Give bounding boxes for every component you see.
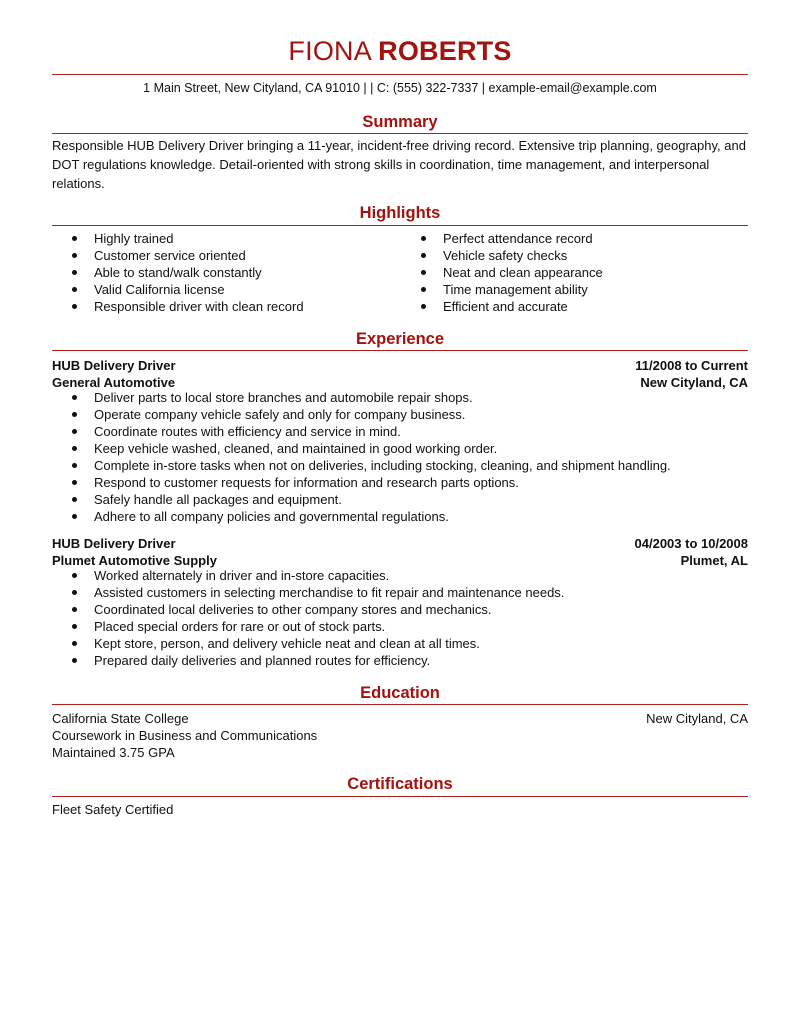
job-2-company: Plumet Automotive Supply — [52, 553, 217, 568]
list-item: Deliver parts to local store branches and automobile repair shops. — [52, 389, 748, 406]
list-item: Able to stand/walk constantly — [52, 264, 400, 281]
highlights-left-list — [52, 230, 400, 315]
list-item: Worked alternately in driver and in-store capacities. — [52, 567, 748, 584]
summary-heading: Summary — [362, 113, 438, 131]
list-item: Valid California license — [52, 281, 400, 298]
job-1-header — [52, 357, 748, 374]
first-name: FIONA — [288, 36, 371, 66]
job-2-bullets — [52, 567, 748, 669]
list-item: Kept store, person, and delivery vehicle neat and clean at all times. — [52, 635, 748, 652]
job-2-role: HUB Delivery Driver — [52, 536, 176, 551]
list-item: Respond to customer requests for information and research parts options. — [52, 474, 748, 491]
header-divider — [52, 74, 748, 75]
certifications-divider — [52, 796, 748, 797]
list-item: Time management ability — [401, 281, 748, 298]
list-item: Complete in-store tasks when not on deliveries, including stocking, cleaning, and shipment handling. — [52, 457, 748, 474]
job-2-location: Plumet, AL — [680, 553, 748, 568]
list-item: Assisted customers in selecting merchandise to fit repair and maintenance needs. — [52, 584, 748, 601]
list-item: Safely handle all packages and equipment. — [52, 491, 748, 508]
education-coursework: Coursework in Business and Communications — [52, 728, 318, 743]
education-school-row — [52, 710, 748, 727]
education-divider — [52, 704, 748, 705]
certifications-heading: Certifications — [347, 775, 453, 793]
last-name: ROBERTS — [378, 36, 512, 66]
job-2-dates: 04/2003 to 10/2008 — [634, 536, 748, 551]
education-school: California State College — [52, 711, 189, 726]
list-item: Coordinated local deliveries to other company stores and mechanics. — [52, 601, 748, 618]
list-item: Highly trained — [52, 230, 400, 247]
certification-item: Fleet Safety Certified — [52, 802, 174, 817]
list-item: Vehicle safety checks — [401, 247, 748, 264]
highlights-right-list — [401, 230, 748, 315]
list-item: Adhere to all company policies and governmental regulations. — [52, 508, 748, 525]
job-2-header — [52, 535, 748, 552]
experience-divider — [52, 350, 748, 351]
list-item: Customer service oriented — [52, 247, 400, 264]
experience-heading: Experience — [355, 330, 445, 348]
list-item: Efficient and accurate — [401, 298, 748, 315]
summary-divider — [52, 133, 748, 134]
candidate-name — [52, 36, 748, 67]
education-heading: Education — [360, 684, 440, 702]
job-1-company: General Automotive — [52, 375, 176, 390]
list-item: Coordinate routes with efficiency and service in mind. — [52, 423, 748, 440]
education-location: New Cityland, CA — [646, 711, 748, 726]
list-item: Neat and clean appearance — [401, 264, 748, 281]
job-1-dates: 11/2008 to Current — [635, 358, 748, 373]
summary-text: Responsible HUB Delivery Driver bringing a 11-year, incident-free driving record. Extensive trip planning, geography, and DOT regulations knowledge. Detail-oriented with strong skills in coordination, time management, and interpersonal relations. — [52, 138, 746, 191]
list-item: Operate company vehicle safely and only for company business. — [52, 406, 748, 423]
list-item: Perfect attendance record — [401, 230, 748, 247]
list-item: Responsible driver with clean record — [52, 298, 400, 315]
job-1-bullets — [52, 389, 748, 525]
list-item: Keep vehicle washed, cleaned, and maintained in good working order. — [52, 440, 748, 457]
highlights-heading: Highlights — [359, 204, 441, 222]
job-1-location: New Cityland, CA — [640, 375, 748, 390]
contact-line: 1 Main Street, New Cityland, CA 91010 | | C: (555) 322-7337 | example-email@example.com — [143, 81, 657, 95]
highlights-divider — [52, 225, 748, 226]
list-item: Prepared daily deliveries and planned routes for efficiency. — [52, 652, 748, 669]
job-1-role: HUB Delivery Driver — [52, 358, 176, 373]
list-item: Placed special orders for rare or out of stock parts. — [52, 618, 748, 635]
education-gpa: Maintained 3.75 GPA — [52, 745, 175, 760]
